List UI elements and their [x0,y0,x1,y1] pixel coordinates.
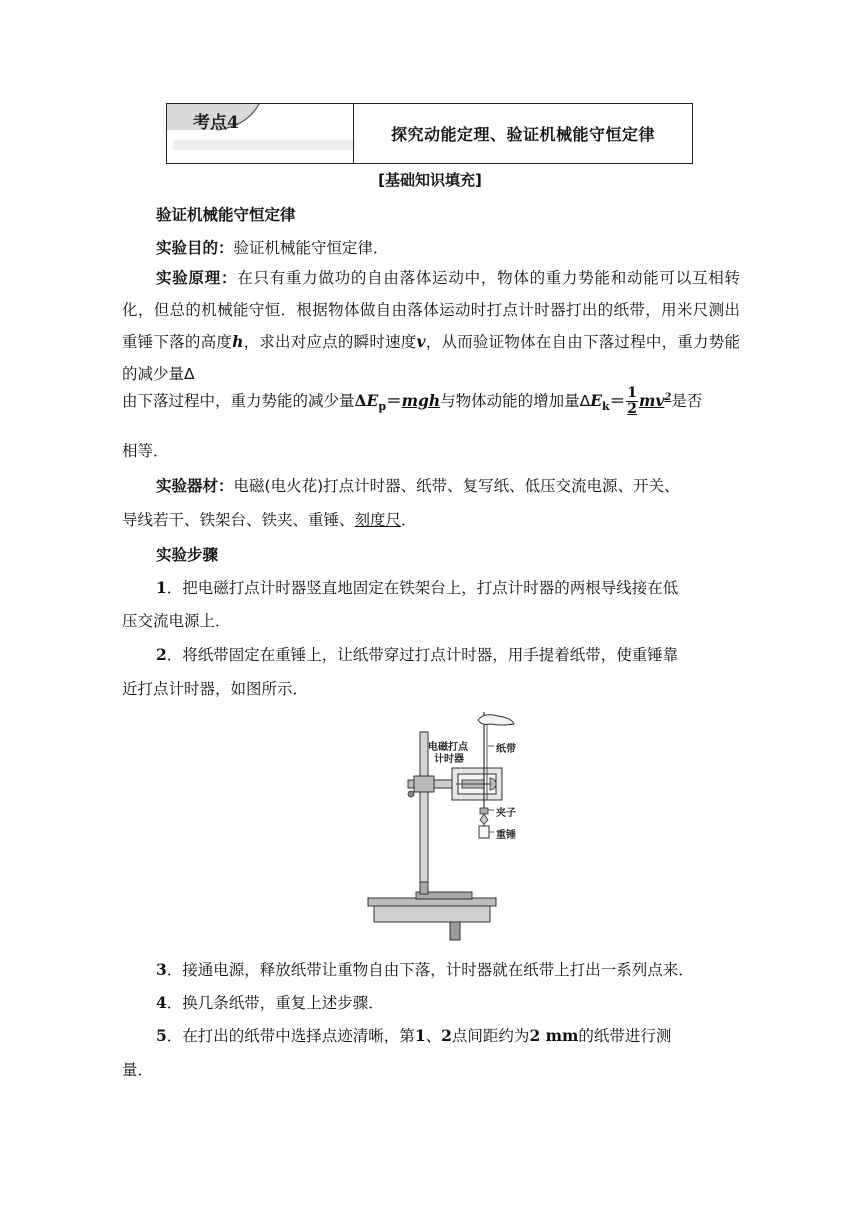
step-3-line: 3．接通电源，释放纸带让重物自由下落，计时器就在纸带上打出一系列点来． [156,960,694,979]
answer-mgh: mgh [401,391,441,410]
purpose-line [122,236,740,258]
topic-badge: 考点4 [193,113,239,133]
section-subheading: [基础知识填充] [378,171,482,189]
label-timer-line-2: 计时器 [434,754,464,765]
equipment-underlined: 刻度尺 [354,511,402,529]
fraction-numerator: 1 [627,385,637,401]
equals-1: ＝ [386,392,402,410]
principle-text-1: 在只有重力做功的自由落体运动中，物体的重力势能和动能可以互相转化，但总的机械能守恒．根据物体做自由落体运动时打点计时器打出的纸带，用米尺测出重锤下落的高度 [122,269,740,351]
answer-square: 2 [664,391,672,403]
symbol-Ep-sub: p [378,400,387,414]
step-5-line-1: 5．在打出的纸带中选择点迹清晰，第1、2点间距约为2 mm的纸带进行测 [156,1026,672,1045]
symbol-Ep: E [366,391,379,410]
principle-text-3b: 由下落过程中，重力势能的减少量 [122,392,355,410]
principle-end: 相等． [122,442,169,460]
step-4-number: 4 [156,993,167,1012]
label-weight: 重锤 [496,830,516,841]
fraction-denominator: 2 [627,401,637,417]
equals-2: ＝ [609,392,626,410]
fraction-half [626,386,638,417]
label-clip: 夹子 [496,808,516,819]
step-1-number: 1 [156,578,167,597]
label-timer-line-1: 电磁打点 [428,742,468,753]
equipment-text-2: 导线若干、铁架台、铁夹、重锤、 [122,511,355,529]
symbol-Ek: E [590,391,603,410]
purpose-label: 实验目的： [156,239,234,257]
label-tape: 纸带 [496,744,516,755]
equipment-label: 实验器材： [156,477,234,495]
step-3-number: 3 [156,960,167,979]
equipment-text-1: 电磁(电火花)打点计时器、纸带、复写纸、低压交流电源、开关、 [233,477,680,495]
step-2-number: 2 [156,645,167,664]
steps-title: 实验步骤 [156,546,219,564]
symbol-v: v [416,332,426,351]
symbol-Ek-sub: k [602,400,610,414]
principle-text-5: 是否 [671,392,703,410]
step-5-line-2: 量． [122,1061,154,1079]
apparatus-figure [366,712,536,944]
step-2-line-1: 2．将纸带固定在重锤上，让纸带穿过打点计时器，用手提着纸带，使重锤靠 [156,645,679,664]
step-4-line: 4．换几条纸带，重复上述步骤． [156,993,384,1012]
equipment-line-1 [122,474,740,496]
section-title: 验证机械能守恒定律 [156,206,296,224]
answer-mv: mv [638,391,665,410]
principle-text-4: 与物体动能的增加量Δ [440,392,591,410]
principle-text-2: ，求出对应点的瞬时速度 [243,333,417,351]
step-1-line-1: 1．把电磁打点计时器竖直地固定在铁架台上，打点计时器的两根导线接在低 [156,578,679,597]
principle-paragraph [122,262,740,390]
topic-header [166,103,693,164]
principle-formula-line: 由下落过程中，重力势能的减少量$\Delta E_p=mgh$与物体动能的增加量$\Delta E_k=$ $\frac{1}{2}$ $mv^2$是否 [122,385,703,417]
step-5-number: 5 [156,1026,167,1045]
topic-title: 探究动能定理、验证机械能守恒定律 [390,125,655,144]
step-2-line-2: 近打点计时器，如图所示． [122,680,309,698]
principle-text-3: ，从而验证物体在自由下落过程中，重力势能的减少量Δ [122,333,740,383]
step-1-line-2: 压交流电源上． [122,612,231,630]
step-5-value: 2 mm [529,1026,579,1045]
purpose-text: 验证机械能守恒定律． [233,239,389,257]
principle-label: 实验原理： [156,269,238,287]
topic-badge-cell [167,104,354,163]
equipment-line-2: 导线若干、铁架台、铁夹、重锤、刻度尺． [122,511,417,529]
symbol-h: h [232,332,244,351]
